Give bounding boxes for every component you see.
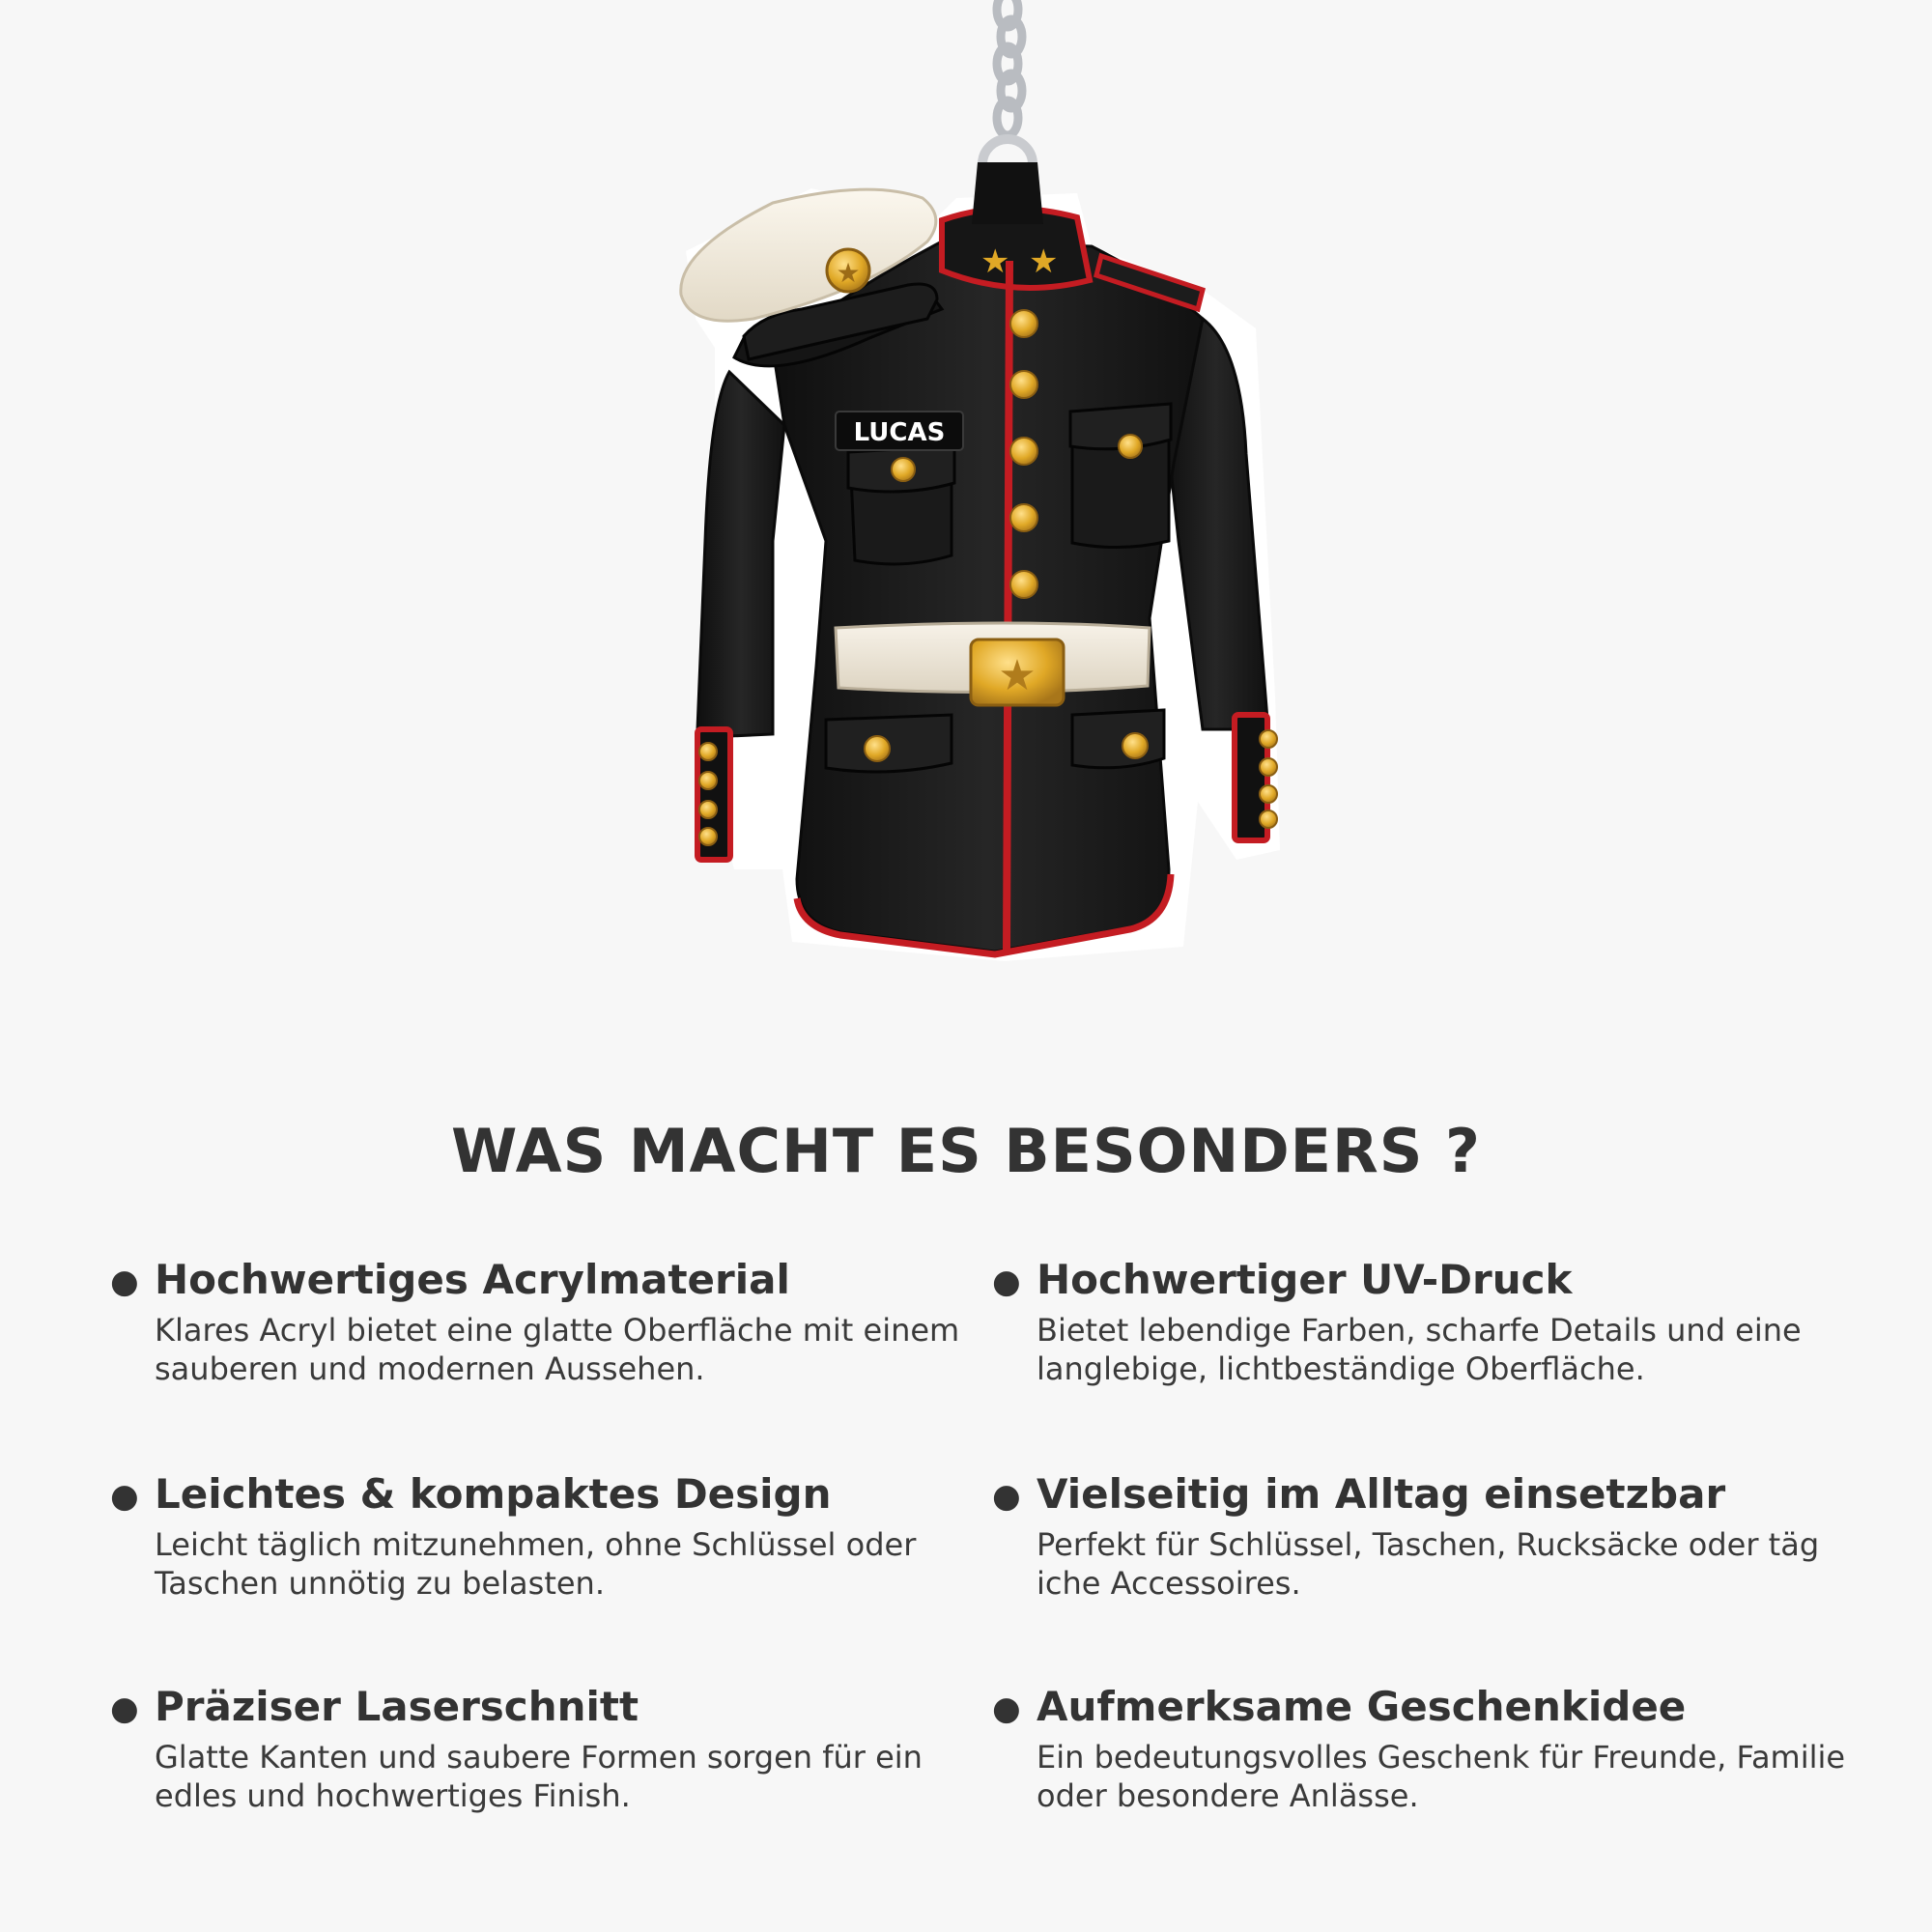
svg-text:★: ★ — [980, 242, 1010, 281]
feature-description: Glatte Kanten und saubere Formen sorgen für ein edles und hochwertiges Finish. — [155, 1739, 923, 1814]
feature-item — [110, 1253, 1005, 1388]
section-heading: WAS MACHT ES BESONDERS ? — [451, 1116, 1481, 1186]
svg-text:★: ★ — [836, 257, 861, 289]
feature-description: Klares Acryl bietet eine glatte Oberfläche mit einem sauberen und modernen Aussehen. — [155, 1312, 960, 1387]
svg-text:★: ★ — [1029, 242, 1059, 281]
bullet-icon: ● — [110, 1477, 139, 1516]
feature-title: Vielseitig im Alltag einsetzbar — [1037, 1470, 1726, 1518]
feature-item — [110, 1680, 1005, 1815]
bullet-icon: ● — [110, 1263, 139, 1301]
feature-title: Hochwertiger UV-Druck — [1037, 1256, 1573, 1303]
bullet-icon: ● — [992, 1263, 1021, 1301]
feature-description: Bietet lebendige Farben, scharfe Details und eine langlebige, lichtbeständige Oberfläche. — [1037, 1312, 1802, 1387]
bullet-icon: ● — [992, 1690, 1021, 1728]
feature-item — [992, 1680, 1887, 1815]
feature-title: Hochwertiges Acrylmaterial — [155, 1256, 790, 1303]
feature-description: Perfekt für Schlüssel, Taschen, Rucksäcke oder täg iche Accessoires. — [1037, 1526, 1820, 1602]
feature-title: Aufmerksame Geschenkidee — [1037, 1683, 1687, 1730]
feature-item — [992, 1253, 1887, 1388]
svg-text:★: ★ — [998, 651, 1037, 700]
bullet-icon: ● — [110, 1690, 139, 1728]
keychain-chain — [982, 0, 1033, 189]
name-tag-text: LUCAS — [853, 418, 946, 447]
feature-description: Leicht täglich mitzunehmen, ohne Schlüssel oder Taschen unnötig zu belasten. — [155, 1526, 917, 1602]
feature-description: Ein bedeutungsvolles Geschenk für Freunde, Familie oder besondere Anlässe. — [1037, 1739, 1846, 1814]
feature-item — [110, 1467, 1005, 1603]
feature-title: Leichtes & kompaktes Design — [155, 1470, 832, 1518]
feature-item — [992, 1467, 1887, 1603]
bullet-icon: ● — [992, 1477, 1021, 1516]
feature-title: Präziser Laserschnitt — [155, 1683, 639, 1730]
